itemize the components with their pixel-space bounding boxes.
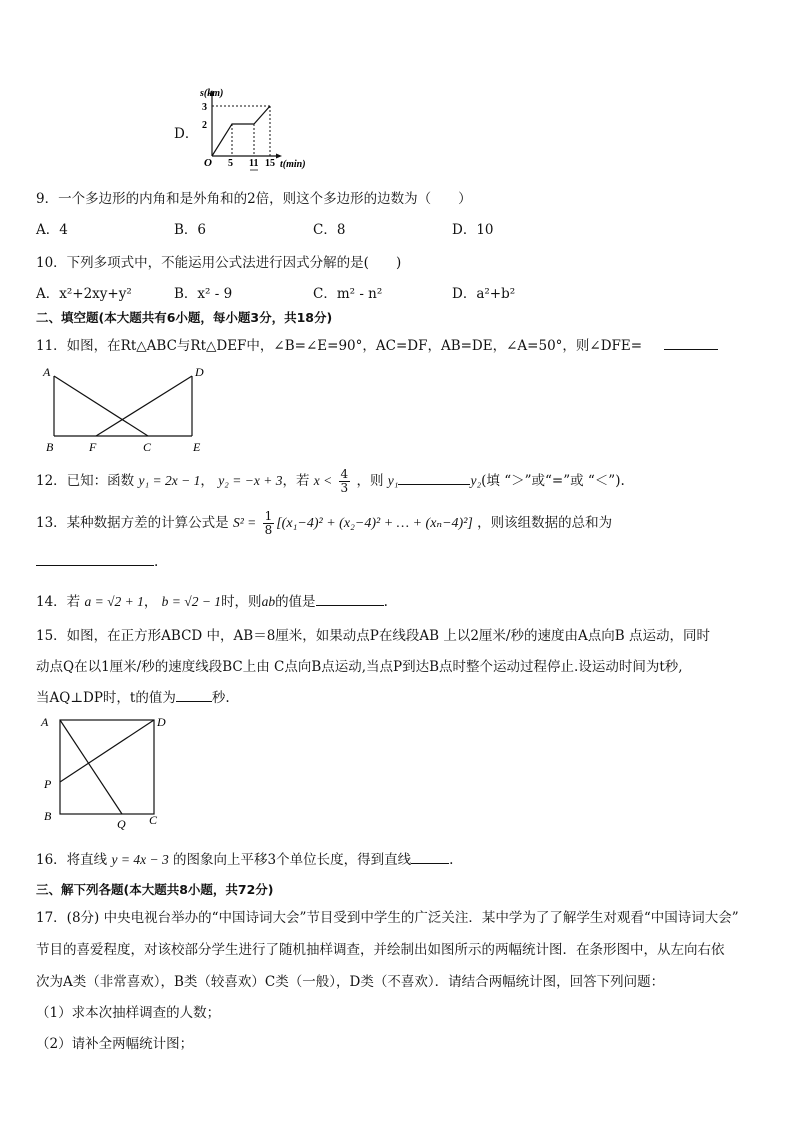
q13-line2	[36, 553, 158, 570]
q13-answer-blank[interactable]	[36, 553, 154, 566]
q8-x-tick: 15	[265, 158, 275, 169]
q13-end: .	[154, 554, 159, 570]
section3-title: 三、解下列各题(本大题共8小题，共72分)	[36, 882, 274, 897]
q10-option-b: B．x² - 9	[174, 286, 233, 302]
q8-x-tick: 11	[249, 158, 259, 169]
q11-text: 11．如图，在Rt△ABC与Rt△DEF中，∠B=∠E=90°，AC=DF，AB=DE，∠A=50°，则∠DFE=	[36, 338, 643, 354]
q10-stem: 10．下列多项式中，不能运用公式法进行因式分解的是( )	[36, 255, 402, 271]
q13-prefix: 13．某种数据方差的计算公式是	[36, 515, 229, 531]
q15-label-d: D	[157, 715, 166, 729]
q14-prefix: 14．若	[36, 594, 81, 610]
q15-line1: 15．如图，在正方形ABCD 中，AB＝8厘米，如果动点P在线段AB 上以2厘米/秒的速度由A点向B 点运动，同时	[36, 628, 710, 644]
q8-option-label: D．	[174, 126, 199, 142]
q14-b-expr: b = √2 − 1	[161, 594, 222, 609]
q12-suffix: (填 “＞”或“=”或 “＜”).	[481, 473, 625, 489]
q15-label-q: Q	[117, 817, 126, 831]
q15-label-b: B	[44, 809, 52, 823]
q11-label-e: E	[193, 440, 201, 454]
q11-label-c: C	[143, 440, 152, 454]
q14-mid: 时，则	[221, 594, 262, 610]
q15-label-p: P	[44, 777, 52, 791]
q14-suffix: 的值是	[275, 594, 316, 610]
q17-line1: 17．(8分) 中央电视台举办的“中国诗词大会”节目受到中学生的广泛关注．某中学为了了解学生对观看“中国诗词大会”	[36, 910, 739, 926]
q9-option-b: B．6	[174, 222, 207, 238]
q13-suffix: ，则该组数据的总和为	[477, 515, 613, 531]
q8-graph	[196, 84, 316, 172]
q12-frac-den: 3	[340, 481, 349, 495]
q13-formula-body: [(x₁−4)² + (x₂−4)² + … + (xₙ−4)²]	[276, 516, 473, 531]
q8-y-tick: 3	[202, 102, 207, 113]
q15-line2: 动点Q在以1厘米/秒的速度线段BC上由 C点向B点运动,当点P到达B点时整个运动过程停止.设运动时间为t秒,	[36, 659, 683, 675]
q11-label-f: F	[89, 440, 97, 454]
q12-sep: ，	[200, 473, 214, 489]
q12-y2-short: y₂	[470, 473, 482, 488]
q8-y-axis-label: s(km)	[200, 88, 224, 99]
q17-line2: 节目的喜爱程度，对该校部分学生进行了随机抽样调查，并绘制出如图所示的两幅统计图．在条形图中，从左向右依	[36, 942, 725, 958]
q11-answer-blank[interactable]	[664, 337, 718, 350]
q12-line	[36, 468, 625, 495]
q12-y1: y₁ = 2x − 1	[138, 473, 201, 488]
q8-x-axis-label: t(min)	[280, 159, 306, 170]
q14-sep: ，	[143, 594, 158, 610]
q9-option-a: A．4	[36, 222, 68, 238]
q11-label-b: B	[46, 440, 54, 454]
q15-line3-suffix: 秒.	[211, 690, 230, 706]
q16-prefix: 16．将直线	[36, 852, 108, 868]
q16-expr: y = 4x − 3	[111, 852, 169, 867]
q11-figure	[40, 362, 220, 456]
q12-cond-prefix: ，若	[282, 473, 310, 489]
q12-fraction	[339, 468, 351, 495]
q9-option-d: D．10	[452, 222, 494, 238]
q16-suffix: 的图象向上平移3个单位长度，得到直线	[173, 852, 412, 868]
q10-option-d: D．a²+b²	[452, 286, 516, 302]
q15-answer-blank[interactable]	[176, 689, 212, 702]
q14-end: .	[383, 594, 388, 610]
q12-prefix: 12．已知：函数	[36, 473, 135, 489]
q13-frac-den: 8	[264, 523, 273, 537]
q12-cond-var: x <	[313, 473, 333, 488]
q12-answer-blank[interactable]	[398, 472, 470, 485]
q14-answer-blank[interactable]	[316, 593, 384, 606]
q17-sub2: （2）请补全两幅统计图；	[36, 1036, 194, 1052]
q8-origin-label: O	[204, 157, 212, 169]
q16-end: .	[449, 852, 454, 868]
q13-formula-lhs: S² =	[232, 515, 257, 530]
q10-option-c: C．m² - n²	[313, 286, 383, 302]
q13-line	[36, 508, 612, 539]
q16-answer-blank[interactable]	[411, 851, 449, 864]
q15-figure	[38, 710, 178, 834]
q14-ab: ab	[261, 594, 276, 609]
q8-x-tick: 5	[228, 158, 233, 169]
q14-line	[36, 590, 388, 610]
q9-option-c: C．8	[313, 222, 346, 238]
q11-label-d: D	[195, 365, 204, 379]
q13-frac-num: 1	[264, 509, 273, 523]
q15-label-c: C	[149, 813, 158, 827]
q15-line3-prefix: 当AQ⊥DP时，t的值为	[36, 690, 176, 706]
q11-stem	[36, 334, 718, 354]
q11-label-a: A	[43, 365, 51, 379]
q10-option-a: A．x²+2xy+y²	[36, 286, 132, 302]
q15-label-a: A	[41, 715, 49, 729]
q9-stem: 9．一个多边形的内角和是外角和的2倍，则这个多边形的边数为（ ）	[36, 191, 472, 207]
q14-a-expr: a = √2 + 1	[84, 594, 144, 609]
q13-fraction	[263, 510, 275, 537]
section2-title: 二、填空题(本大题共有6小题，每小题3分，共18分)	[36, 310, 333, 325]
q17-line3: 次为A类（非常喜欢），B类（较喜欢）C类（一般），D类（不喜欢）．请结合两幅统计图，回答下列问题：	[36, 974, 665, 990]
q12-frac-num: 4	[340, 467, 349, 481]
q16-line	[36, 848, 453, 868]
q8-y-tick: 2	[202, 120, 207, 131]
q12-then: ，则	[356, 473, 384, 489]
q17-sub1: （1）求本次抽样调查的人数；	[36, 1005, 221, 1021]
q12-y1-short: y₁	[387, 473, 399, 488]
q15-line3	[36, 686, 230, 706]
q12-y2: y₂ = −x + 3	[218, 473, 283, 488]
